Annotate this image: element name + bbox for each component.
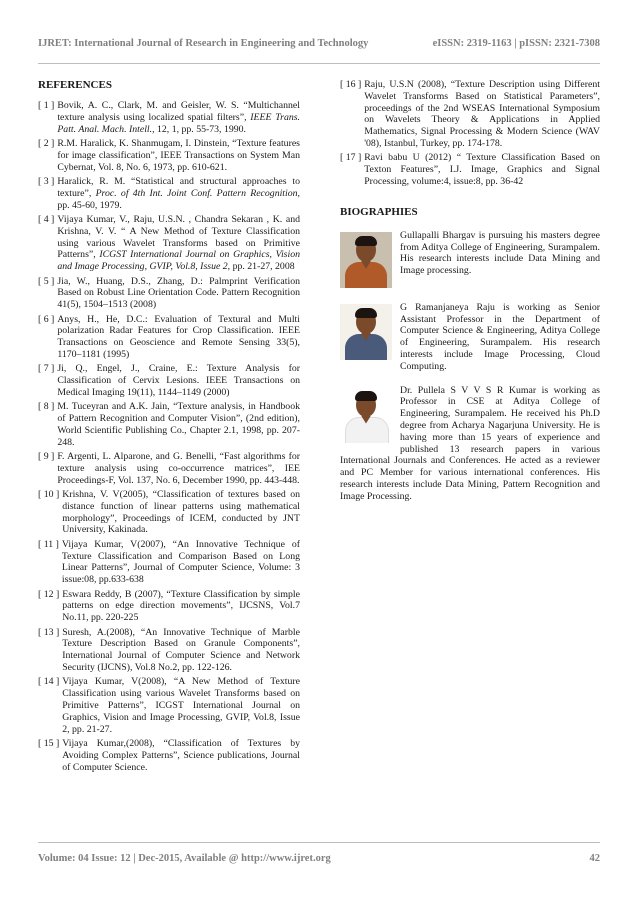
volume-info: Volume: 04 Issue: 12 | Dec-2015, Available @ http://www.ijret.org [38, 853, 331, 864]
reference-text-post: 12, 1, pp. 55-73, 1990. [154, 123, 246, 135]
reference-text-post: pp. 21-27, 2008 [230, 261, 295, 273]
reference-number: [ 10 ] [38, 489, 60, 501]
references-list-left [38, 100, 300, 773]
reference-text-pre: Ji, Q., Engel, J., Craine, E.: Texture Analysis for Classification of Cervix Lesions. IEEE Transactions on Medical Imaging 19(11), 1144–1149 (2000) [57, 363, 300, 398]
reference-text-post: pp. 45-60, 1979. [57, 199, 122, 211]
biography-text: Dr. Pullela S V V S R Kumar is working as Professor in CSE at Aditya College of Engineering, Surampalem. He received his Ph.D degree from Acharya Nagarjuna University. He is having more than 15 years of experience and published 13 research papers in various International Journals and Conferences. He acted as a reviewer and PC Member for various international conferences. His research interests include Data Mining, Pattern Recognition and Image Processing. [340, 384, 600, 502]
reference-text-pre: Vijaya Kumar,(2008), “Classification of Textures by Avoiding Complex Patterns”, Science publications, Journal of Computer Science. [62, 737, 300, 773]
reference-item [38, 738, 300, 773]
reference-text [62, 738, 300, 773]
reference-number: [ 17 ] [340, 152, 362, 164]
reference-number: [ 11 ] [38, 538, 59, 550]
reference-item [38, 363, 300, 398]
reference-text [57, 138, 300, 173]
reference-text [62, 489, 300, 536]
reference-text [62, 589, 300, 624]
page-number: 42 [589, 853, 600, 864]
reference-item [38, 214, 300, 273]
reference-item [38, 539, 300, 586]
reference-number: [ 4 ] [38, 213, 55, 225]
page-footer [38, 853, 600, 864]
biographies-list [340, 230, 600, 503]
reference-text [57, 214, 300, 273]
author-photo-icon [340, 232, 392, 288]
reference-item [38, 314, 300, 361]
reference-text-pre: R.M. Haralick, K. Shanmugam, I. Dinstein, “Texture features for image classification”, IEEE Transactions on System Man Cybernat, Vol. 8, No. 6, 1973, pp. 610-621. [57, 137, 300, 173]
reference-text-pre: Ravi babu U (2012) “ Texture Classification Based on Texton Features”, I.J. Image, Graphics and Signal Processing, volume:4, issue:8, pp. 36-42 [364, 152, 600, 187]
reference-text-pre: Krishna, V. V(2005), “Classification of textures based on distance function of linear patterns using mathematical morphology”, Proceedings of ICEM, conducted by JNT University, Kakinada. [62, 489, 300, 536]
reference-number: [ 15 ] [38, 737, 60, 749]
reference-text [62, 627, 300, 674]
biography-item [340, 230, 600, 290]
reference-item [38, 627, 300, 674]
reference-number: [ 8 ] [38, 401, 55, 413]
reference-text-ital: Proc. of 4th Int. Joint Conf. Pattern Recognition, [95, 187, 301, 199]
reference-text [57, 314, 300, 361]
reference-text-pre: F. Argenti, L. Alparone, and G. Benelli, “Fast algorithms for texture analysis using co-occurrence matrices”, IEE Proceedings-F, Vol. 137, No. 6, December 1990, pp. 443-448. [57, 451, 300, 486]
reference-text-ital: IEEE Trans. Patt. Anal. Mach. Intell., [57, 111, 301, 135]
reference-text-pre: Jia, W., Huang, D.S., Zhang, D.: Palmprint Verification Based on Robust Line Orientation Code. Pattern Recognition 41(5), 1504–1513 (2008) [57, 275, 300, 311]
reference-text-pre: Raju, U.S.N (2008), “Texture Description using Different Wavelet Transforms Based on Statistical Parameters”, proceedings of the 2nd WSEAS International Symposium on Wavelets Theory & Applications in Applied Mathematics, Signal Processing & Modern Science (WAV '08), Istanbul, Turkey, pp. 174-178. [364, 79, 600, 149]
reference-text [57, 401, 300, 448]
reference-text [57, 363, 300, 398]
biographies-heading: BIOGRAPHIES [340, 205, 418, 218]
reference-item [38, 138, 300, 173]
footer-divider [38, 842, 600, 843]
reference-text-pre: Eswara Reddy, B (2007), “Texture Classification by simple patterns on edge direction movements”, IJCSNS, Vol.7 No.11, pp. 220-225 [62, 588, 300, 624]
reference-number: [ 5 ] [38, 275, 55, 287]
reference-item [340, 79, 600, 150]
reference-text [62, 539, 300, 586]
references-list-right [340, 79, 600, 188]
reference-text-ital: ICGST International Journal on Graphics, Vision and Image Processing, GVIP, Vol.8, Issue 2, [57, 249, 300, 273]
reference-text-pre: Vijaya Kumar, V., Raju, U.S.N. , Chandra Sekaran , K. and Krishna, V. V. “ A New Method of Texture Classification using various Wavelet Transforms based on Primitive Patterns”, [57, 213, 300, 261]
reference-text-pre: Anys, H., He, D.C.: Evaluation of Textural and Multi polarization Radar Features for Crop Classification. IEEE Transactions on Geoscience and Remote Sensing 33(5), 1170–1181 (1995) [57, 313, 300, 360]
reference-number: [ 6 ] [38, 313, 55, 325]
journal-name: IJRET: International Journal of Research in Engineering and Technology [38, 38, 369, 49]
left-column [38, 79, 300, 776]
reference-number: [ 14 ] [38, 676, 60, 688]
reference-number: [ 12 ] [38, 588, 60, 600]
author-photo-icon [340, 304, 392, 360]
reference-text [364, 79, 600, 150]
reference-item [38, 276, 300, 311]
reference-number: [ 2 ] [38, 137, 55, 149]
reference-item [38, 401, 300, 448]
reference-item [38, 100, 300, 135]
reference-number: [ 9 ] [38, 451, 55, 463]
reference-item [38, 451, 300, 486]
reference-text-pre: Vijaya Kumar, V(2008), “A New Method of Texture Classification using various Wavelet Transforms based on Primitive Patterns”, ICGST International Journal on Graphics, Vision and Image Processing, GVIP, Vol.8, Issue 2, pp. 21-27. [62, 676, 300, 735]
biography-item [340, 302, 600, 373]
reference-item [38, 176, 300, 211]
header-divider [38, 63, 600, 64]
reference-text-pre: Suresh, A.(2008), “An Innovative Technique of Marble Texture Description Based on Granule Components”, International Journal of Computer Science and Network Security (IJCNS), Vol.8 No.2, pp. 122-126. [62, 626, 300, 673]
reference-item [38, 676, 300, 735]
reference-number: [ 16 ] [340, 79, 362, 90]
reference-text-pre: Bovik, A. C., Clark, M. and Geisler, W. S. “Multichannel texture analysis using localized spatial filters”, [57, 100, 300, 123]
reference-number: [ 7 ] [38, 363, 55, 375]
biography-text: Gullapalli Bhargav is pursuing his masters degree from Aditya College of Engineering, Surampalem. His research interests include Data Mining and Image processing. [400, 229, 600, 277]
page-header [38, 38, 600, 49]
reference-number: [ 1 ] [38, 100, 55, 111]
reference-text-pre: Vijaya Kumar, V(2007), “An Innovative Technique of Texture Classification and Comparison Based on Long Linear Patterns”, Journal of Computer Science, Volume: 3 issue:08, pp.633-638 [61, 538, 300, 586]
reference-text [57, 451, 300, 486]
references-heading: REFERENCES [38, 79, 112, 91]
biography-text: G Ramanjaneya Raju is working as Senior Assistant Professor in the Department of Computer Science & Engineering, Aditya College of Engineering, Surampalem. His research interests include Image Processing, Cloud Computing. [400, 301, 600, 372]
reference-text [364, 152, 600, 187]
reference-text-pre: M. Tuceyran and A.K. Jain, “Texture analysis, in Handbook of Pattern Recognition and Computer Vision”, (2nd edition), World Scientific Publishing Co., Chapter 2.1, 1998, pp. 207-248. [57, 401, 300, 448]
reference-text [57, 276, 300, 311]
reference-item [38, 589, 300, 624]
reference-text [57, 176, 300, 211]
right-column [340, 79, 600, 515]
reference-number: [ 13 ] [38, 626, 60, 638]
reference-text [62, 676, 300, 735]
reference-item [340, 152, 600, 187]
biography-item [340, 385, 600, 503]
issn: eISSN: 2319-1163 | pISSN: 2321-7308 [432, 38, 600, 49]
reference-item [38, 489, 300, 536]
reference-text-pre: Haralick, R. M. “Statistical and structural approaches to texture”, [57, 175, 300, 199]
author-photo-icon [340, 387, 392, 443]
reference-number: [ 3 ] [38, 175, 55, 187]
reference-text [57, 100, 300, 135]
